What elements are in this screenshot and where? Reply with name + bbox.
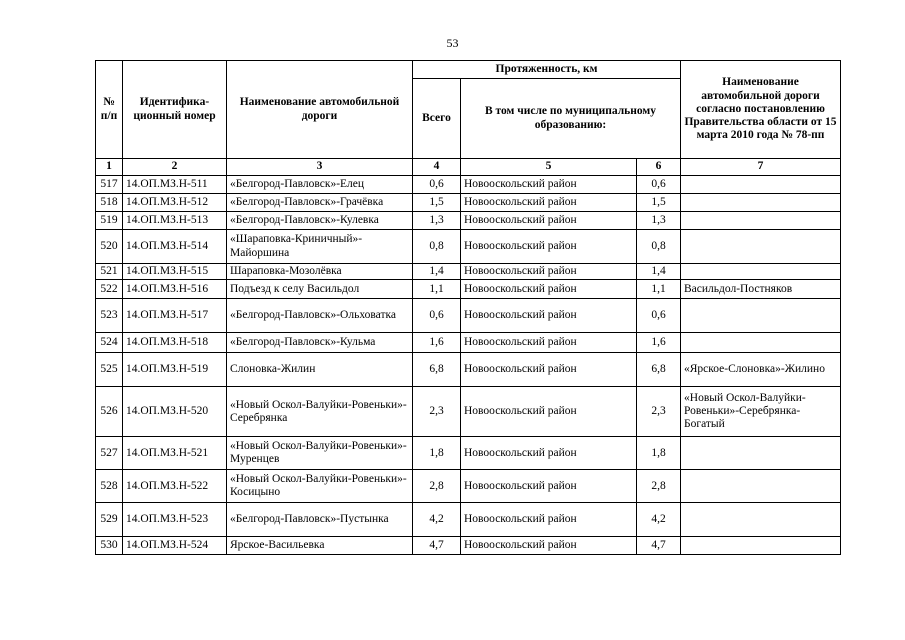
cell-length: 0,6 bbox=[637, 299, 681, 333]
table-row bbox=[96, 470, 841, 503]
col-number: 5 bbox=[461, 159, 637, 176]
cell-num: 524 bbox=[96, 333, 123, 353]
cell-total: 1,1 bbox=[413, 280, 461, 299]
cell-municipality: Новооскольский район bbox=[461, 537, 637, 555]
table-row bbox=[96, 537, 841, 555]
cell-num: 520 bbox=[96, 230, 123, 264]
cell-municipality: Новооскольский район bbox=[461, 333, 637, 353]
col-number: 7 bbox=[681, 159, 841, 176]
cell-num: 529 bbox=[96, 503, 123, 537]
table-row bbox=[96, 299, 841, 333]
header-prev-name: Наименование автомобильной дороги согласно постановлению Правительства области от 15 марта 2010 года № 78-пп bbox=[681, 61, 841, 159]
cell-name: Шараповка-Мозолёвка bbox=[227, 264, 413, 280]
cell-municipality: Новооскольский район bbox=[461, 387, 637, 437]
cell-length: 0,8 bbox=[637, 230, 681, 264]
cell-total: 1,4 bbox=[413, 264, 461, 280]
table-row bbox=[96, 503, 841, 537]
cell-num: 522 bbox=[96, 280, 123, 299]
cell-id: 14.ОП.МЗ.Н-511 bbox=[123, 176, 227, 194]
cell-municipality: Новооскольский район bbox=[461, 194, 637, 212]
roads-table bbox=[95, 60, 841, 555]
cell-prev-name bbox=[681, 503, 841, 537]
col-number: 1 bbox=[96, 159, 123, 176]
cell-length: 4,2 bbox=[637, 503, 681, 537]
cell-total: 1,5 bbox=[413, 194, 461, 212]
cell-length: 1,3 bbox=[637, 212, 681, 230]
cell-name: «Белгород-Павловск»-Пустынка bbox=[227, 503, 413, 537]
cell-prev-name bbox=[681, 333, 841, 353]
cell-municipality: Новооскольский район bbox=[461, 470, 637, 503]
cell-municipality: Новооскольский район bbox=[461, 264, 637, 280]
cell-length: 1,5 bbox=[637, 194, 681, 212]
table-row bbox=[96, 176, 841, 194]
cell-prev-name: Васильдол-Постняков bbox=[681, 280, 841, 299]
cell-name: «Новый Оскол-Валуйки-Ровеньки»-Серебрянка bbox=[227, 387, 413, 437]
cell-num: 528 bbox=[96, 470, 123, 503]
cell-id: 14.ОП.МЗ.Н-515 bbox=[123, 264, 227, 280]
cell-id: 14.ОП.МЗ.Н-523 bbox=[123, 503, 227, 537]
table-row bbox=[96, 333, 841, 353]
cell-num: 519 bbox=[96, 212, 123, 230]
cell-length: 1,1 bbox=[637, 280, 681, 299]
cell-prev-name bbox=[681, 437, 841, 470]
cell-name: «Белгород-Павловск»-Ольховатка bbox=[227, 299, 413, 333]
cell-municipality: Новооскольский район bbox=[461, 212, 637, 230]
cell-total: 0,6 bbox=[413, 299, 461, 333]
cell-length: 1,6 bbox=[637, 333, 681, 353]
cell-prev-name bbox=[681, 212, 841, 230]
cell-id: 14.ОП.МЗ.Н-521 bbox=[123, 437, 227, 470]
cell-length: 2,3 bbox=[637, 387, 681, 437]
col-number: 3 bbox=[227, 159, 413, 176]
cell-name: «Белгород-Павловск»-Грачёвка bbox=[227, 194, 413, 212]
cell-municipality: Новооскольский район bbox=[461, 353, 637, 387]
cell-name: «Белгород-Павловск»-Кулевка bbox=[227, 212, 413, 230]
cell-prev-name bbox=[681, 176, 841, 194]
cell-municipality: Новооскольский район bbox=[461, 299, 637, 333]
cell-total: 4,7 bbox=[413, 537, 461, 555]
cell-municipality: Новооскольский район bbox=[461, 230, 637, 264]
cell-total: 1,3 bbox=[413, 212, 461, 230]
cell-length: 4,7 bbox=[637, 537, 681, 555]
cell-length: 0,6 bbox=[637, 176, 681, 194]
cell-name: «Белгород-Павловск»-Елец bbox=[227, 176, 413, 194]
cell-num: 517 bbox=[96, 176, 123, 194]
col-number: 6 bbox=[637, 159, 681, 176]
cell-total: 2,8 bbox=[413, 470, 461, 503]
col-number: 2 bbox=[123, 159, 227, 176]
cell-id: 14.ОП.МЗ.Н-517 bbox=[123, 299, 227, 333]
table-row bbox=[96, 437, 841, 470]
table-row bbox=[96, 194, 841, 212]
cell-prev-name bbox=[681, 537, 841, 555]
cell-total: 4,2 bbox=[413, 503, 461, 537]
cell-length: 1,4 bbox=[637, 264, 681, 280]
header-municipal: В том числе по муниципальному образованию: bbox=[461, 79, 681, 159]
cell-name: Ярское-Васильевка bbox=[227, 537, 413, 555]
table-row bbox=[96, 280, 841, 299]
header-total: Всего bbox=[413, 79, 461, 159]
cell-id: 14.ОП.МЗ.Н-512 bbox=[123, 194, 227, 212]
cell-id: 14.ОП.МЗ.Н-513 bbox=[123, 212, 227, 230]
cell-num: 527 bbox=[96, 437, 123, 470]
cell-prev-name bbox=[681, 470, 841, 503]
table-row bbox=[96, 230, 841, 264]
cell-prev-name: «Новый Оскол-Валуйки-Ровеньки»-Серебрянка-Богатый bbox=[681, 387, 841, 437]
cell-length: 2,8 bbox=[637, 470, 681, 503]
cell-name: «Новый Оскол-Валуйки-Ровеньки»-Косицыно bbox=[227, 470, 413, 503]
cell-num: 526 bbox=[96, 387, 123, 437]
cell-length: 1,8 bbox=[637, 437, 681, 470]
cell-length: 6,8 bbox=[637, 353, 681, 387]
cell-total: 6,8 bbox=[413, 353, 461, 387]
header-num: № п/п bbox=[96, 61, 123, 159]
header-id: Идентифика-ционный номер bbox=[123, 61, 227, 159]
cell-total: 1,8 bbox=[413, 437, 461, 470]
table-row bbox=[96, 264, 841, 280]
cell-name: Слоновка-Жилин bbox=[227, 353, 413, 387]
cell-prev-name bbox=[681, 264, 841, 280]
cell-municipality: Новооскольский район bbox=[461, 437, 637, 470]
cell-prev-name: «Ярское-Слоновка»-Жилино bbox=[681, 353, 841, 387]
cell-num: 518 bbox=[96, 194, 123, 212]
cell-total: 2,3 bbox=[413, 387, 461, 437]
cell-municipality: Новооскольский район bbox=[461, 280, 637, 299]
cell-name: «Белгород-Павловск»-Кульма bbox=[227, 333, 413, 353]
cell-id: 14.ОП.МЗ.Н-518 bbox=[123, 333, 227, 353]
cell-id: 14.ОП.МЗ.Н-520 bbox=[123, 387, 227, 437]
cell-num: 523 bbox=[96, 299, 123, 333]
page-number: 53 bbox=[446, 36, 459, 50]
header-length-group: Протяженность, км bbox=[413, 61, 681, 79]
cell-prev-name bbox=[681, 299, 841, 333]
col-number: 4 bbox=[413, 159, 461, 176]
cell-id: 14.ОП.МЗ.Н-519 bbox=[123, 353, 227, 387]
cell-num: 525 bbox=[96, 353, 123, 387]
cell-total: 0,8 bbox=[413, 230, 461, 264]
cell-id: 14.ОП.МЗ.Н-522 bbox=[123, 470, 227, 503]
header-name: Наименование автомобильной дороги bbox=[227, 61, 413, 159]
cell-name: «Шараповка-Криничный»-Майоршина bbox=[227, 230, 413, 264]
cell-id: 14.ОП.МЗ.Н-516 bbox=[123, 280, 227, 299]
table-row bbox=[96, 212, 841, 230]
cell-prev-name bbox=[681, 230, 841, 264]
cell-prev-name bbox=[681, 194, 841, 212]
table-row bbox=[96, 387, 841, 437]
cell-id: 14.ОП.МЗ.Н-524 bbox=[123, 537, 227, 555]
cell-name: «Новый Оскол-Валуйки-Ровеньки»-Муренцев bbox=[227, 437, 413, 470]
cell-num: 521 bbox=[96, 264, 123, 280]
cell-num: 530 bbox=[96, 537, 123, 555]
cell-id: 14.ОП.МЗ.Н-514 bbox=[123, 230, 227, 264]
table-row bbox=[96, 353, 841, 387]
cell-name: Подъезд к селу Васильдол bbox=[227, 280, 413, 299]
cell-total: 1,6 bbox=[413, 333, 461, 353]
cell-municipality: Новооскольский район bbox=[461, 503, 637, 537]
cell-municipality: Новооскольский район bbox=[461, 176, 637, 194]
cell-total: 0,6 bbox=[413, 176, 461, 194]
